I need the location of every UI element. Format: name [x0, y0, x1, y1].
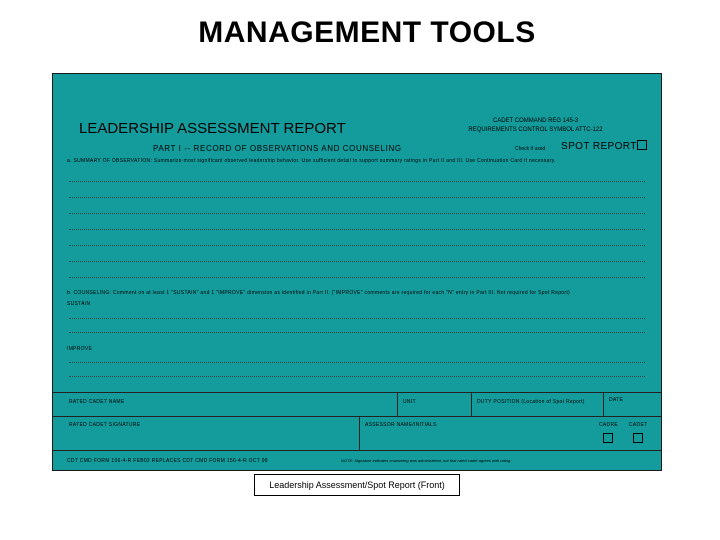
- cadet-command-line-1: CADET COMMAND REG 145-3: [492, 118, 579, 124]
- observation-line[interactable]: [69, 261, 645, 262]
- slide-caption: Leadership Assessment/Spot Report (Front): [254, 474, 460, 496]
- form-heading: LEADERSHIP ASSESSMENT REPORT: [79, 120, 346, 137]
- duty-position-label: DUTY POSITION (Location of Spot Report): [477, 399, 585, 405]
- slide-title: MANAGEMENT TOOLS: [198, 16, 536, 49]
- spot-report-label: SPOT REPORT: [561, 141, 637, 152]
- observation-line[interactable]: [69, 213, 645, 214]
- sustain-line[interactable]: [69, 318, 645, 319]
- check-one-label: Check if used: [515, 146, 546, 152]
- sustain-line[interactable]: [69, 332, 645, 333]
- signature-note: NOTE: Signature indicates counseling was administered, not that rated cadet agrees with rating.: [341, 458, 512, 463]
- improve-label: IMPROVE: [67, 346, 93, 352]
- observation-line[interactable]: [69, 245, 645, 246]
- observation-line[interactable]: [69, 197, 645, 198]
- divider-line: [397, 392, 398, 416]
- form-number: CDT CMD FORM 156-4-R FEB02 REPLACES CDT CMD FORM 156-4-R OCT 98: [67, 458, 268, 464]
- improve-line[interactable]: [69, 376, 645, 377]
- divider-line: [471, 392, 472, 416]
- divider-line: [53, 416, 661, 417]
- divider-line: [53, 392, 661, 393]
- cadet-command-reg: [443, 117, 628, 135]
- date-label: DATE: [609, 397, 624, 403]
- cadre-checkbox[interactable]: [603, 433, 613, 443]
- cadre-label: CADRE: [599, 422, 619, 428]
- summary-of-observation-label: a. SUMMARY OF OBSERVATION: Summarize most significant observed leadership behavior. Use sufficient detail to support summary ratings in Part II and III. Use Continuation Card if necessary.: [67, 158, 556, 164]
- counseling-label: b. COUNSELING: Comment on at least 1 "SUSTAIN" and 1 "IMPROVE" dimension as identified in Part II. ("IMPROVE" comments are required for each "N" entry in Part III. Not required for Spot Report): [67, 290, 571, 296]
- divider-line: [603, 392, 604, 416]
- divider-line: [53, 450, 661, 451]
- part1-title: PART I -- RECORD OF OBSERVATIONS AND COUNSELING: [153, 144, 402, 153]
- improve-line[interactable]: [69, 362, 645, 363]
- leadership-assessment-form: [52, 73, 662, 471]
- rated-cadet-name-label: RATED CADET NAME: [69, 399, 125, 405]
- assessor-name-label: ASSESSOR NAME/INITIALS: [365, 422, 437, 428]
- divider-line: [359, 416, 360, 450]
- observation-line[interactable]: [69, 181, 645, 182]
- unit-label: UNIT: [403, 399, 416, 405]
- sustain-label: SUSTAIN: [67, 301, 91, 307]
- observation-line[interactable]: [69, 277, 645, 278]
- rated-cadet-signature-label: RATED CADET SIGNATURE: [69, 422, 141, 428]
- cadet-command-line-2: REQUIREMENTS CONTROL SYMBOL ATTC-122: [468, 127, 603, 133]
- observation-line[interactable]: [69, 229, 645, 230]
- cadet-checkbox[interactable]: [633, 433, 643, 443]
- cadet-label: CADET: [629, 422, 648, 428]
- spot-report-checkbox[interactable]: [637, 140, 647, 150]
